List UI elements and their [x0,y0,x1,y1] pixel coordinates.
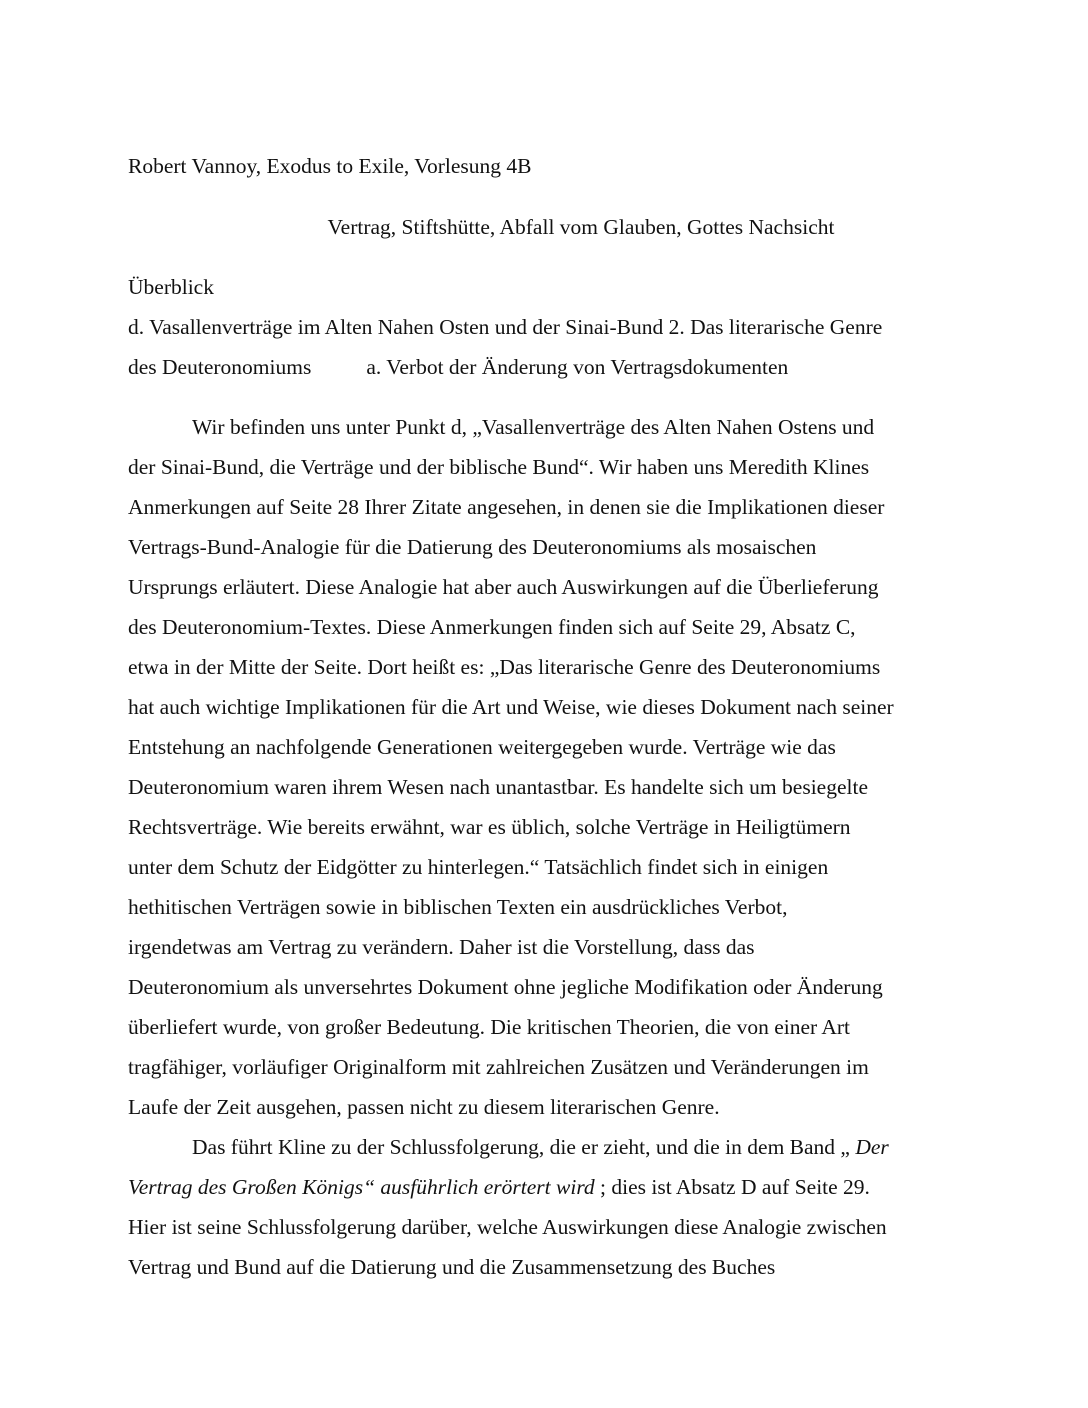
book-title-italic: Der [855,1135,889,1159]
paragraph-2 [128,1127,958,1287]
paragraph-line [128,1167,958,1207]
paragraph-line: überliefert wurde, von großer Bedeutung. Die kritischen Theorien, die von einer Art [128,1015,851,1039]
paragraph-line: Entstehung an nachfolgende Generationen weitergegeben wurde. Verträge wie das [128,735,836,759]
paragraph-line: hat auch wichtige Implikationen für die Art und Weise, wie dieses Dokument nach seiner [128,695,894,719]
paragraph-line: unter dem Schutz der Eidgötter zu hinterlegen.“ Tatsächlich findet sich in einigen [128,855,829,879]
overview-item-1: d. Vasallenverträge im Alten Nahen Osten und der Sinai-Bund 2. Das literarische Genre [128,315,883,339]
paragraph-line: der Sinai-Bund, die Verträge und der biblische Bund“. Wir haben uns Meredith Klines [128,455,870,479]
paragraph-line: tragfähiger, vorläufiger Originalform mit zahlreichen Zusätzen und Veränderungen im [128,1055,869,1079]
paragraph-line: Anmerkungen auf Seite 28 Ihrer Zitate angesehen, in denen sie die Implikationen dieser [128,495,885,519]
paragraph-line: Ursprungs erläutert. Diese Analogie hat aber auch Auswirkungen auf die Überlieferung [128,575,879,599]
overview-item-2a: des Deuteronomiums [128,355,312,379]
paragraph-line: Laufe der Zeit ausgehen, passen nicht zu diesem literarischen Genre. [128,1095,720,1119]
paragraph-line: des Deuteronomium-Textes. Diese Anmerkungen finden sich auf Seite 29, Absatz C, [128,615,856,639]
paragraph-line: Hier ist seine Schlussfolgerung darüber, welche Auswirkungen diese Analogie zwischen [128,1215,887,1239]
paragraph-line [128,407,958,447]
lecture-title: Vertrag, Stiftshütte, Abfall vom Glauben, Gottes Nachsicht [327,215,835,239]
book-title-italic: Vertrag des Großen Königs“ ausführlich erörtert wird [128,1175,595,1199]
overview-item-2 [128,347,958,387]
paragraph-line-text: Wir befinden uns unter Punkt d, „Vasallenverträge des Alten Nahen Ostens und [192,415,875,439]
paragraph-line: etwa in der Mitte der Seite. Dort heißt es: „Das literarische Genre des Deuteronomiums [128,655,881,679]
lecture-header: Robert Vannoy, Exodus to Exile, Vorlesung 4B [128,154,532,178]
paragraph-line: Deuteronomium als unversehrtes Dokument ohne jegliche Modifikation oder Änderung [128,975,883,999]
paragraph-line-text: ; dies ist Absatz D auf Seite 29. [594,1175,870,1199]
overview-item-2b: a. Verbot der Änderung von Vertragsdokumenten [366,355,789,379]
overview-section [128,267,958,387]
paragraph-line-text: Das führt Kline zu der Schlussfolgerung, die er zieht, und die in dem Band „ [192,1135,856,1159]
paragraph-line: irgendetwas am Vertrag zu verändern. Daher ist die Vorstellung, dass das [128,935,755,959]
paragraph-1 [128,407,958,1127]
paragraph-line: Rechtsverträge. Wie bereits erwähnt, war es üblich, solche Verträge in Heiligtümern [128,815,851,839]
paragraph-line: Vertrag und Bund auf die Datierung und die Zusammensetzung des Buches [128,1255,776,1279]
paragraph-line: Deuteronomium waren ihrem Wesen nach unantastbar. Es handelte sich um besiegelte [128,775,868,799]
paragraph-line: hethitischen Verträgen sowie in biblischen Texten ein ausdrückliches Verbot, [128,895,788,919]
document-page [128,146,958,1287]
paragraph-line: Vertrags-Bund-Analogie für die Datierung des Deuteronomiums als mosaischen [128,535,817,559]
overview-heading: Überblick [128,275,214,299]
paragraph-line [128,1127,958,1167]
